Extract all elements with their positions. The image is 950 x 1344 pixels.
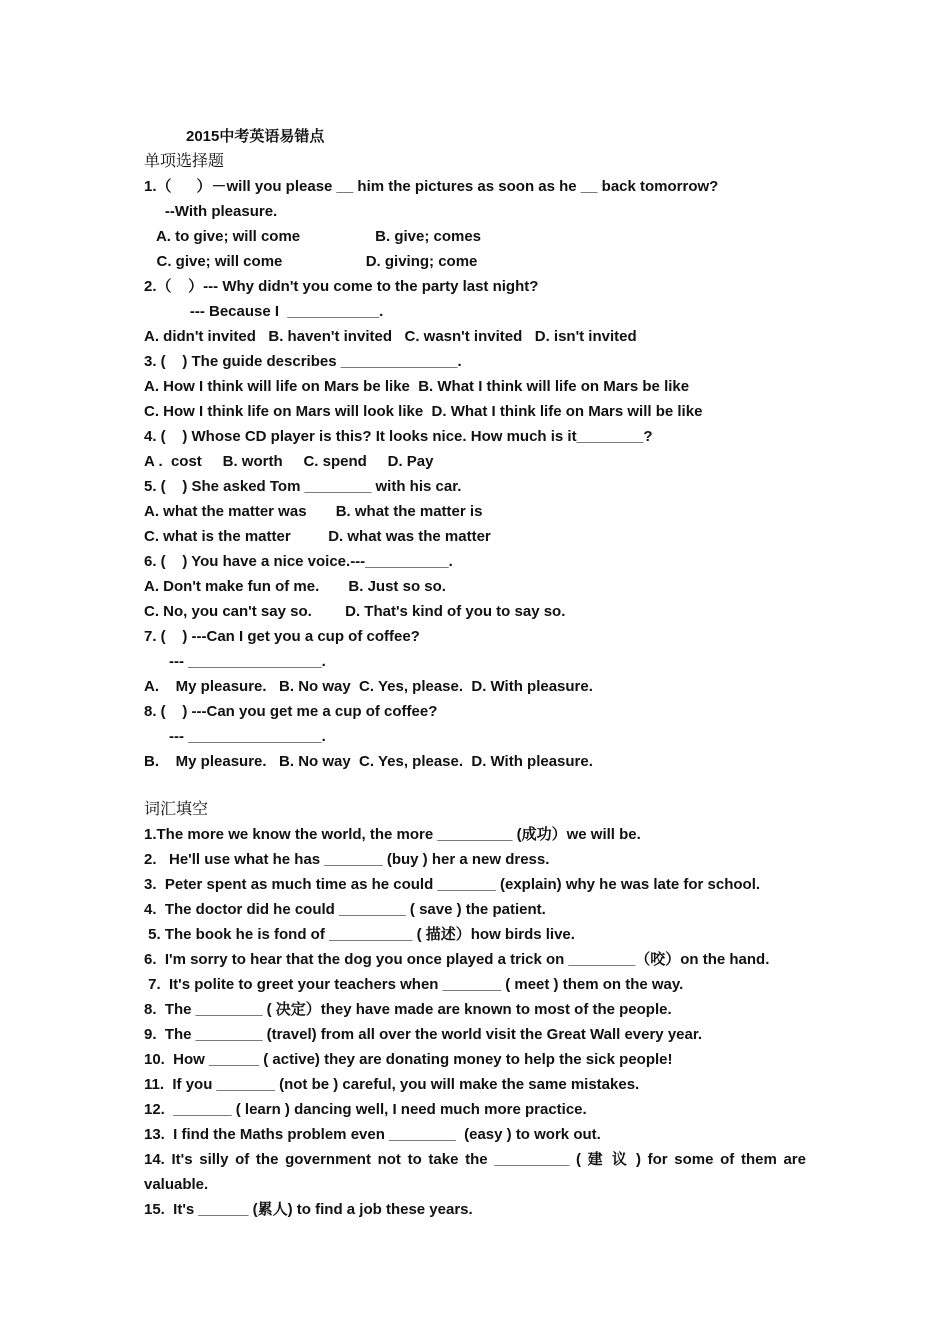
vocab-line: 6. I'm sorry to hear that the dog you once played a trick on ________（咬）on the hand. [144,951,770,968]
page-title: 2015中考英语易错点 [186,128,325,145]
question-line: 5. ( ) She asked Tom ________ with his car. [144,478,462,495]
question-line: 6. ( ) You have a nice voice.---__________. [144,553,453,570]
question-line: --- ________________. [144,728,326,745]
question-line: --- ________________. [144,653,326,670]
option-line: A. to give; will come B. give; comes [144,228,482,245]
vocab-line: 4. The doctor did he could ________ ( save ) the patient. [144,901,546,918]
vocab-line: 10. How ______ ( active) they are donating money to help the sick people! [144,1051,673,1068]
option-line: A. what the matter was B. what the matter is [144,503,483,520]
section-heading-single-choice: 单项选择题 [144,153,225,170]
vocab-line: 8. The ________ ( 决定）they have made are known to most of the people. [144,1001,672,1018]
vocab-line: 14. It's silly of the government not to take the _________ ( 建 议 ) for some of them are [144,1151,806,1168]
option-line: A. Don't make fun of me. B. Just so so. [144,578,446,595]
vocab-line: 2. He'll use what he has _______ (buy ) her a new dress. [144,851,550,868]
question-line: 3. ( ) The guide describes ______________. [144,353,462,370]
vocab-line: 7. It's polite to greet your teachers when _______ ( meet ) them on the way. [144,976,684,993]
vocab-line: 13. I find the Maths problem even ________ (easy ) to work out. [144,1126,601,1143]
vocab-line: 3. Peter spent as much time as he could _______ (explain) why he was late for school. [144,876,761,893]
vocab-line: 15. It's ______ (累人) to find a job these years. [144,1201,473,1218]
option-line: C. what is the matter D. what was the matter [144,528,491,545]
vocab-line: 9. The ________ (travel) from all over the world visit the Great Wall every year. [144,1026,703,1043]
question-line: 1.（ ）－will you please __ him the pictures as soon as he __ back tomorrow? [144,178,719,195]
vocab-line: 12. _______ ( learn ) dancing well, I need much more practice. [144,1101,587,1118]
section-heading-vocabulary: 词汇填空 [144,801,209,818]
vocab-line-continuation: valuable. [144,1176,209,1193]
option-line: C. No, you can't say so. D. That's kind of you to say so. [144,603,566,620]
option-line: A. My pleasure. B. No way C. Yes, please. D. With pleasure. [144,678,593,695]
option-line: A. didn't invited B. haven't invited C. wasn't invited D. isn't invited [144,328,637,345]
question-line: 8. ( ) ---Can you get me a cup of coffee? [144,703,438,720]
option-line: C. How I think life on Mars will look like D. What I think life on Mars will be like [144,403,703,420]
option-line: A. How I think will life on Mars be like B. What I think will life on Mars be like [144,378,690,395]
option-line: A . cost B. worth C. spend D. Pay [144,453,434,470]
option-line: B. My pleasure. B. No way C. Yes, please. D. With pleasure. [144,753,593,770]
question-line: 2.（ ）--- Why didn't you come to the party last night? [144,278,539,295]
question-line: --With pleasure. [144,203,278,220]
vocab-line: 11. If you _______ (not be ) careful, you will make the same mistakes. [144,1076,640,1093]
vocab-line: 1.The more we know the world, the more _________ (成功）we will be. [144,826,641,843]
vocab-line: 5. The book he is fond of __________ ( 描述）how birds live. [144,926,575,943]
question-line: 7. ( ) ---Can I get you a cup of coffee? [144,628,420,645]
option-line: C. give; will come D. giving; come [144,253,478,270]
question-line: 4. ( ) Whose CD player is this? It looks nice. How much is it________? [144,428,653,445]
question-line: --- Because I ___________. [144,303,384,320]
